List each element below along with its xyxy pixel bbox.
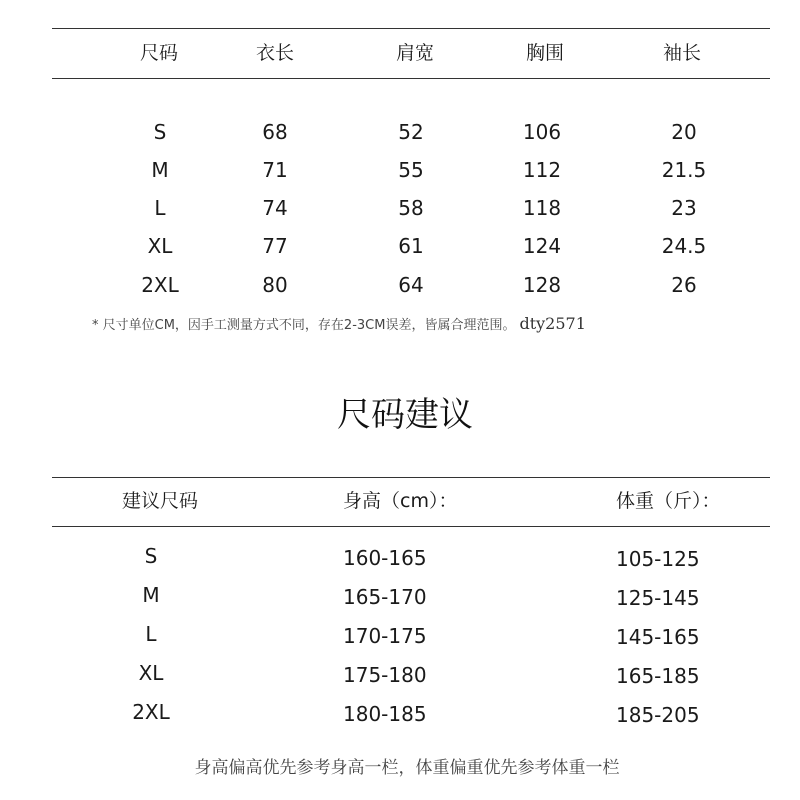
cell-sleeve: 23 bbox=[671, 196, 697, 220]
cell-size: XL bbox=[147, 234, 173, 258]
cell-height: 165-170 bbox=[343, 585, 427, 609]
cell-length: 74 bbox=[262, 196, 288, 220]
measurement-note bbox=[92, 316, 586, 332]
cell-shoulder: 52 bbox=[398, 120, 424, 144]
cell-length: 80 bbox=[262, 273, 288, 297]
cell-size: S bbox=[144, 544, 158, 568]
cell-weight: 165-185 bbox=[616, 664, 700, 688]
cell-size: M bbox=[151, 158, 169, 182]
measurement-note-text: * 尺寸单位CM，因手工测量方式不同，存在2-3CM误差，皆属合理范围。 bbox=[92, 318, 516, 333]
cell-height: 180-185 bbox=[343, 702, 427, 726]
header-length: 衣长 bbox=[255, 42, 295, 64]
cell-size: S bbox=[153, 120, 167, 144]
cell-height: 170-175 bbox=[343, 624, 427, 648]
header-recommended-size: 建议尺码 bbox=[121, 490, 199, 512]
cell-size: 2XL bbox=[132, 700, 170, 724]
header-weight: 体重（斤）： bbox=[616, 490, 721, 512]
recommend-table-top-rule bbox=[52, 477, 770, 478]
cell-weight: 145-165 bbox=[616, 625, 700, 649]
cell-weight: 185-205 bbox=[616, 703, 700, 727]
size-table-header-rule bbox=[52, 78, 770, 79]
cell-length: 71 bbox=[262, 158, 288, 182]
cell-sleeve: 24.5 bbox=[661, 234, 707, 258]
header-height: 身高（cm）： bbox=[343, 490, 458, 512]
cell-sleeve: 20 bbox=[671, 120, 697, 144]
cell-chest: 124 bbox=[522, 234, 562, 258]
cell-length: 68 bbox=[262, 120, 288, 144]
cell-size: XL bbox=[138, 661, 164, 685]
header-size: 尺码 bbox=[139, 42, 179, 64]
cell-shoulder: 55 bbox=[398, 158, 424, 182]
cell-length: 77 bbox=[262, 234, 288, 258]
footer-note: 身高偏高优先参考身高一栏，体重偏重优先参考体重一栏 bbox=[194, 758, 620, 778]
header-shoulder: 肩宽 bbox=[395, 42, 435, 64]
header-sleeve: 袖长 bbox=[662, 42, 702, 64]
cell-size: M bbox=[142, 583, 160, 607]
cell-weight: 105-125 bbox=[616, 547, 700, 571]
header-chest: 胸围 bbox=[525, 42, 565, 64]
cell-size: 2XL bbox=[141, 273, 179, 297]
cell-chest: 112 bbox=[522, 158, 562, 182]
cell-chest: 118 bbox=[522, 196, 562, 220]
cell-height: 175-180 bbox=[343, 663, 427, 687]
cell-height: 160-165 bbox=[343, 546, 427, 570]
cell-sleeve: 21.5 bbox=[661, 158, 707, 182]
cell-shoulder: 64 bbox=[398, 273, 424, 297]
size-table-top-rule bbox=[52, 28, 770, 29]
recommend-table-header-rule bbox=[52, 526, 770, 527]
cell-weight: 125-145 bbox=[616, 586, 700, 610]
product-code: dty2571 bbox=[519, 314, 586, 333]
cell-size: L bbox=[145, 622, 157, 646]
cell-shoulder: 58 bbox=[398, 196, 424, 220]
cell-sleeve: 26 bbox=[671, 273, 697, 297]
cell-shoulder: 61 bbox=[398, 234, 424, 258]
cell-size: L bbox=[154, 196, 166, 220]
section-title: 尺码建议 bbox=[337, 395, 473, 435]
cell-chest: 106 bbox=[522, 120, 562, 144]
cell-chest: 128 bbox=[522, 273, 562, 297]
